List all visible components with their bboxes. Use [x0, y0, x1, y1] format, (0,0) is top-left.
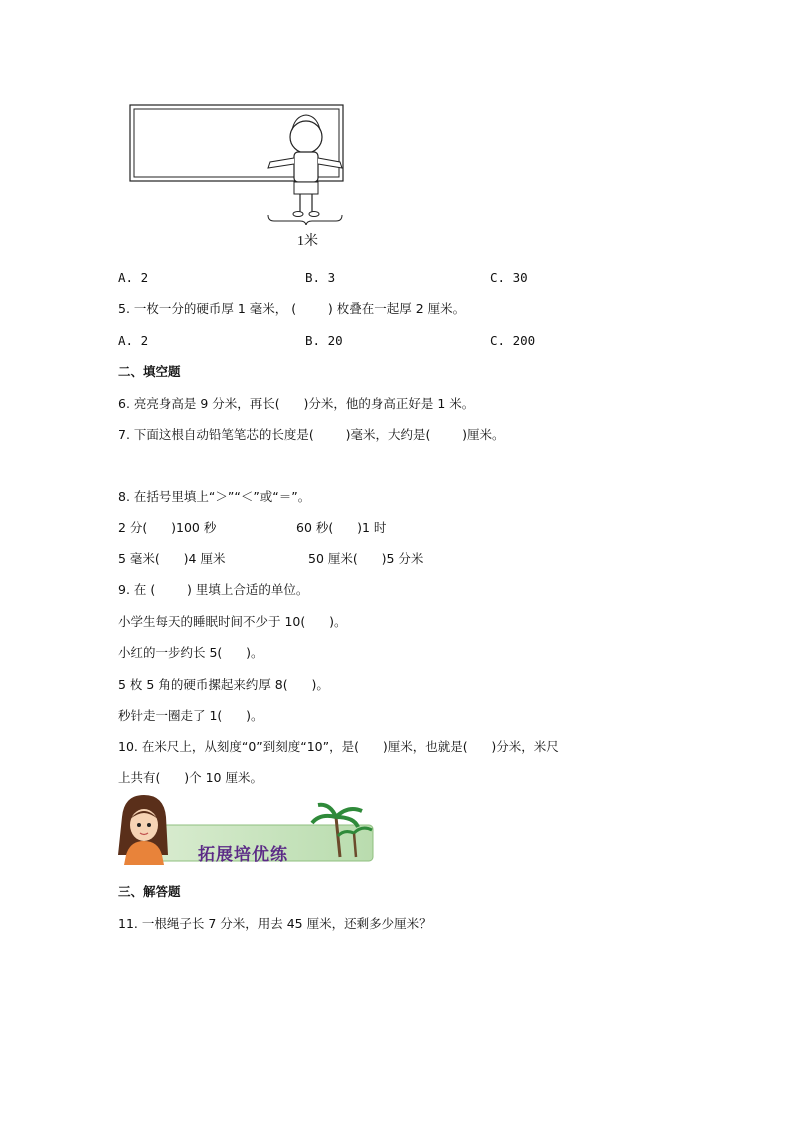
- q8-item-3: 5 毫米( )4 厘米: [118, 551, 226, 566]
- section-2-title: 二、填空题: [118, 364, 181, 379]
- q7-text: 7. 下面这根自动铅笔笔芯的长度是( )毫米，大约是( )厘米。: [118, 427, 505, 442]
- q4-option-b: B. 3: [305, 270, 336, 285]
- section-3-title: 三、解答题: [118, 884, 181, 899]
- q5-option-a: A. 2: [118, 333, 149, 348]
- q6-text: 6. 亮亮身高是 9 分米，再长( )分米，他的身高正好是 1 米。: [118, 396, 475, 411]
- blackboard-boy-figure: [128, 100, 348, 225]
- q9-item-c: 5 枚 5 角的硬币摞起来约厚 8( )。: [118, 677, 329, 692]
- q8-text: 8. 在括号里填上“＞”“＜”或“＝”。: [118, 489, 311, 504]
- banner-title: 拓展培优练: [198, 845, 288, 865]
- q9-item-d: 秒针走一圈走了 1( )。: [118, 708, 264, 723]
- girl-icon: [118, 795, 168, 865]
- q9-item-a: 小学生每天的睡眠时间不少于 10( )。: [118, 614, 347, 629]
- q5-text: 5. 一枚一分的硬币厚 1 毫米， ( ) 枚叠在一起厚 2 厘米。: [118, 301, 466, 316]
- q8-item-4: 50 厘米( )5 分米: [308, 551, 424, 566]
- q8-item-1: 2 分( )100 秒: [118, 520, 217, 535]
- q11-text: 11. 一根绳子长 7 分米，用去 45 厘米，还剩多少厘米？: [118, 916, 432, 931]
- q4-option-a: A. 2: [118, 270, 149, 285]
- q8-item-2: 60 秒( )1 时: [296, 520, 387, 535]
- q5-option-c: C. 200: [490, 333, 536, 348]
- q5-option-b: B. 20: [305, 333, 343, 348]
- figure-label: 1米: [297, 234, 318, 249]
- q10-line-1: 10. 在米尺上，从刻度“0”到刻度“10”，是( )厘米，也就是( )分米，米尺: [118, 739, 559, 754]
- q4-option-c: C. 30: [490, 270, 528, 285]
- q9-text: 9. 在 ( ) 里填上合适的单位。: [118, 582, 309, 597]
- q10-line-2: 上共有( )个 10 厘米。: [118, 770, 263, 785]
- q9-item-b: 小红的一步约长 5( )。: [118, 645, 264, 660]
